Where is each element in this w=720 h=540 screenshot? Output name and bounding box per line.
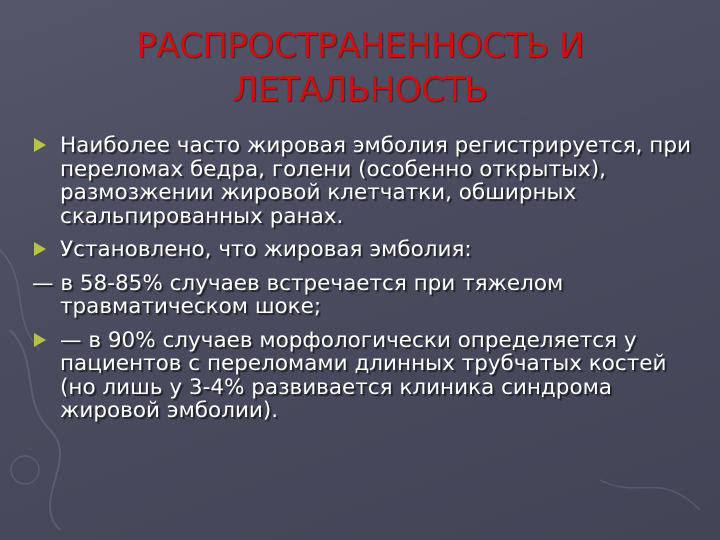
list-item-plain [32,272,692,319]
triangle-bullet-icon [34,333,46,347]
list-item [32,134,692,228]
list-item [32,329,692,423]
list-item-text: Установлено, что жировая эмболия: [60,237,472,262]
list-item-text: — в 90% случаев морфологически определяется у пациентов с переломами длинных трубчатых костей (но лишь у 3-4% развивается клиника синдрома жировой эмболии). [60,327,667,423]
list-item [32,238,692,262]
slide-title [40,24,680,112]
triangle-bullet-icon [34,138,46,152]
list-item-text: Наиболее часто жировая эмболия регистрируется, при переломах бедра, голени (особенно открытых), размозжении жировой клетчатки, обширных скальпированных ранах. [60,133,691,229]
triangle-bullet-icon [34,242,46,256]
title-line-1: РАСПРОСТРАНЕННОСТЬ И [136,26,584,66]
content-list [32,134,692,433]
list-item-text: — в 58-85% случаев встречается при тяжелом травматическом шоке; [32,270,564,319]
title-line-2: ЛЕТАЛЬНОСТЬ [232,70,488,110]
